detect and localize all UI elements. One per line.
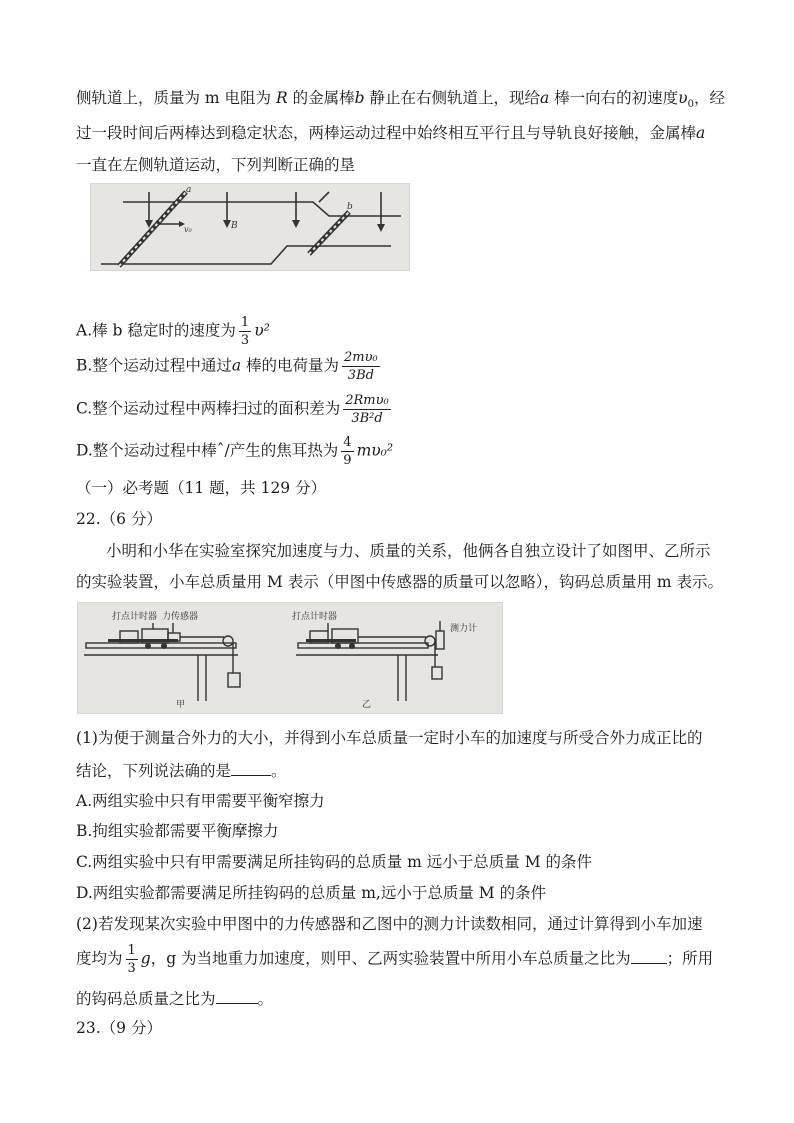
q22-sub2-line3 [76, 988, 273, 1009]
label-meter: 测力计 [450, 624, 478, 634]
frac-den: 3 [240, 333, 250, 348]
label-a: a [186, 185, 192, 195]
q22-para-2: 的实验装置，小车总质量用 M 表示（甲图中传感器的质量可以忽略），钩码总质量用 m 表示。 [76, 573, 724, 591]
text-span: 静止在右侧轨道上，现给 [364, 89, 540, 107]
var-v-sub: 0 [687, 99, 694, 111]
option-c [76, 394, 394, 425]
frac-den: 3Bd [347, 368, 374, 383]
text-span: 的金属棒 [287, 89, 355, 107]
answer-blank[interactable] [216, 988, 258, 1004]
intro-line-1 [76, 88, 725, 115]
text-span: ；所用 [666, 949, 714, 968]
q22-sub1-line1: (1)为便于测量合外力的大小，并得到小车总质量一定时小车的加速度与所受合外力成正比的 [76, 729, 703, 747]
rails-figure [90, 183, 410, 271]
text-span: 结论，下列说法确的是 [76, 762, 232, 780]
fraction [343, 394, 391, 425]
option-b [76, 351, 383, 382]
text-span: 侧轨道上，质量为 m 电阻为 [76, 89, 276, 107]
var-g: g [140, 949, 151, 968]
var-a: a [696, 124, 706, 142]
label-b: b [347, 202, 353, 212]
q22-option-b: B.拘组实验都需要平衡摩擦力 [76, 822, 279, 840]
option-text: υ² [254, 321, 270, 340]
fraction [126, 944, 138, 975]
q23-header: 23.（9 分） [76, 1019, 162, 1037]
label-timer-right: 打点计时器 [292, 612, 338, 622]
text-span: ，经 [693, 89, 725, 107]
label-timer-left: 打点计时器 [112, 612, 158, 622]
experiment-figure [77, 602, 503, 714]
q22-option-c: C.两组实验中只有甲需要满足所挂钩码的总质量 m 远小于总质量 M 的条件 [76, 853, 593, 871]
var-a: a [231, 356, 242, 375]
option-a [76, 316, 270, 347]
q22-header: 22.（6 分） [76, 510, 162, 528]
var-a: a [539, 89, 550, 107]
q22-option-d: D.两组实验都需要满足所挂钩码的总质量 m,远小于总质量 M 的条件 [76, 884, 547, 902]
option-d [76, 436, 393, 467]
label-B: B [231, 221, 238, 231]
text-span: 过一段时间后两棒达到稳定状态，两棒运动过程中始终相互平行且与导轨良好接触，金属棒 [76, 124, 697, 142]
intro-line-3: 一直在左侧轨道运动，下列判断正确的垦 [76, 156, 356, 174]
label-v0: v₀ [184, 225, 192, 234]
text-span: 度均为 [76, 949, 123, 968]
caption-yi: 乙 [362, 700, 372, 710]
label-sensor: 力传感器 [162, 612, 199, 622]
option-text: B.整个运动过程中通过 [76, 356, 232, 375]
text-span: 的钩码总质量之比为 [76, 990, 216, 1008]
frac-den: 3 [127, 961, 136, 976]
intro-line-2 [76, 123, 705, 143]
option-text: 棒的电荷量为 [241, 356, 340, 375]
frac-den: 3B²d [351, 411, 383, 426]
answer-blank[interactable] [631, 948, 667, 964]
fraction [341, 436, 353, 467]
answer-blank[interactable] [231, 760, 271, 776]
q22-para-1: 小明和小华在实验室探究加速度与力、质量的关系，他俩各自独立设计了如图甲、乙所示 [106, 542, 711, 560]
text-span: 棒一向右的初速度 [549, 89, 679, 107]
option-text: C.整个运动过程中两棒扫过的面积差为 [76, 399, 341, 418]
q22-option-a: A.两组实验中只有甲需要平衡窄擦力 [76, 792, 325, 810]
text-span: 。 [257, 990, 274, 1008]
q22-sub1-line2 [76, 760, 287, 781]
frac-den: 9 [343, 453, 352, 468]
q22-sub2-line2 [76, 944, 713, 975]
option-text: A.棒 b 稳定时的速度为 [76, 321, 236, 340]
fraction [342, 351, 380, 382]
q22-sub2-line1: (2)若发现某次实验中甲图中的力传感器和乙图中的测力计读数相同，通过计算得到小车加速 [76, 915, 703, 933]
option-text: D.整个运动过程中棒ˆ/产生的焦耳热为 [76, 441, 339, 460]
var-R: R [275, 89, 288, 107]
frac-num: 4 [343, 435, 352, 450]
frac-num: 2mυ₀ [344, 350, 378, 365]
var-b: b [354, 89, 365, 107]
fraction [239, 316, 251, 347]
option-text: mυ₀² [356, 441, 394, 460]
section-heading: （一）必考题（11 题，共 129 分） [76, 479, 327, 497]
var-v: υ [678, 89, 688, 107]
frac-num: 2Rmυ₀ [345, 393, 389, 408]
frac-num: 1 [127, 943, 136, 958]
text-span: ，g 为当地重力加速度，则甲、乙两实验装置中所用小车总质量之比为 [150, 949, 631, 968]
caption-jia: 甲 [176, 700, 186, 710]
frac-num: 1 [240, 315, 250, 330]
text-span: 。 [271, 762, 287, 780]
